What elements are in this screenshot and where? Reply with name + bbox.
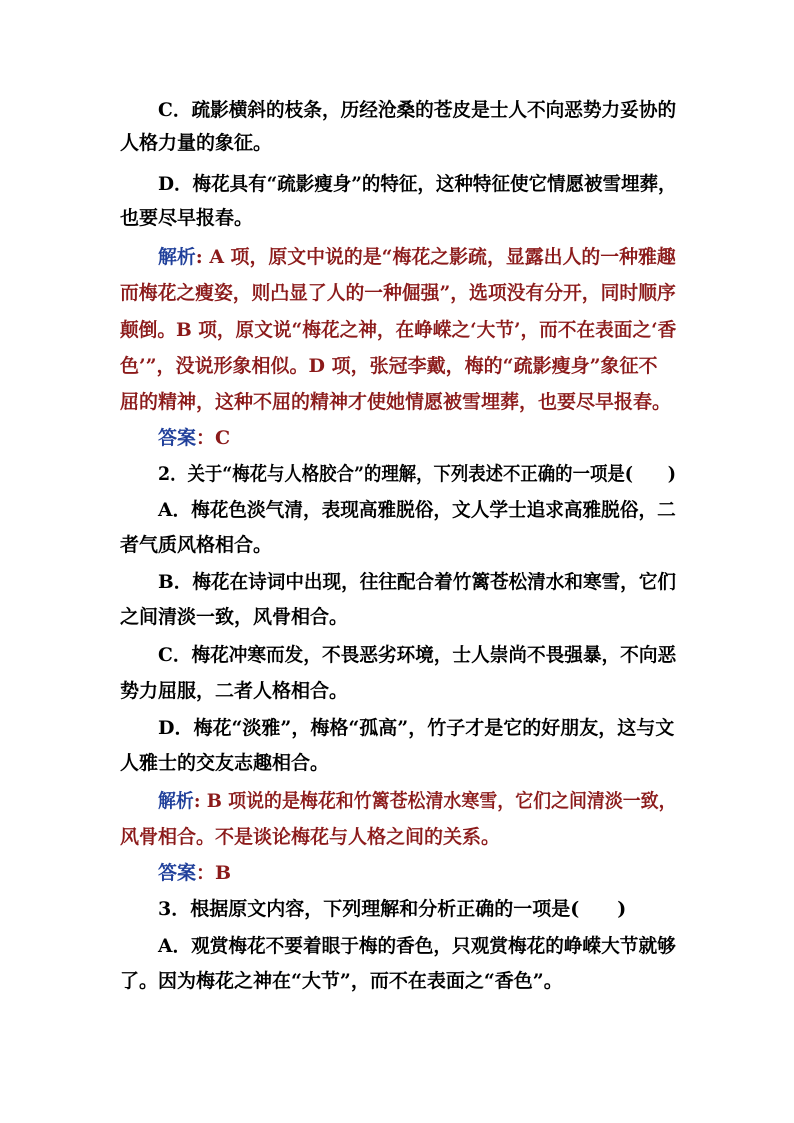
q1-explanation-text1: : A 项，原文中说的是“梅花之影疏，显露出人的一种雅趣 xyxy=(195,246,676,268)
q2-explanation-line1 xyxy=(158,789,677,813)
q1-explanation-label: 解析 xyxy=(158,246,196,268)
q1-option-c-line2: 人格力量的象征。 xyxy=(120,132,273,154)
q2-option-b-label: B． xyxy=(158,571,193,593)
q2-answer-value: ：B xyxy=(196,862,232,884)
q2-explanation-line2: 风骨相合。不是谈论梅花与人格之间的关系。 xyxy=(120,826,501,848)
q1-answer-value: ：C xyxy=(196,427,231,449)
q1-option-d-label: D． xyxy=(158,173,193,195)
q2-option-d-text: 梅花“淡雅”，梅格“孤高”，竹子才是它的好朋友，这与文 xyxy=(193,717,675,739)
q2-explanation-label: 解析 xyxy=(158,790,194,812)
q3-option-a-line2: 了。因为梅花之神在“大节”，而不在表面之“香色”。 xyxy=(120,970,563,992)
q2-option-c-text: 梅花冲寒而发，不畏恶劣环境，士人崇尚不畏强暴，不向恶 xyxy=(191,644,677,666)
q1-option-d-line2: 也要尽早报春。 xyxy=(120,207,254,229)
q1-explanation-line1 xyxy=(158,245,676,269)
q2-option-c-label: C． xyxy=(158,644,192,666)
q2-option-d-label: D． xyxy=(158,717,194,739)
q2-option-a-line2: 者气质风格相合。 xyxy=(120,534,273,556)
q3-stem: 3．根据原文内容，下列理解和分析正确的一项是( ) xyxy=(158,898,627,920)
q1-explanation-line5: 屈的精神，这种不屈的精神才使她情愿被雪埋葬，也要尽早报春。 xyxy=(120,391,672,413)
q1-option-d-text: 梅花具有“疏影瘦身”的特征，这种特征使它情愿被雪埋葬， xyxy=(192,173,677,195)
q2-option-d-line2: 人雅士的交友志趣相合。 xyxy=(120,752,330,774)
q2-answer-label: 答案 xyxy=(158,862,197,884)
q2-stem: 2．关于“梅花与人格胶合”的理解，下列表述不正确的一项是( ) xyxy=(158,463,676,485)
q3-option-a-line1 xyxy=(158,934,676,958)
q3-option-a-text: 观赏梅花不要着眼于梅的香色，只观赏梅花的峥嵘大节就够 xyxy=(191,935,676,957)
q1-explanation-line3: 颠倒。B 项，原文说“梅花之神，在峥嵘之‘大节’，而不在表面之‘香 xyxy=(120,319,677,341)
q2-option-a-label: A． xyxy=(158,499,192,521)
q2-option-c-line1 xyxy=(158,643,676,667)
q2-option-b-line1 xyxy=(158,570,676,594)
q1-explanation-line4: 色’”，没说形象相似。D 项，张冠李戴，梅的“疏影瘦身”象征不 xyxy=(120,355,658,377)
q2-option-b-line2: 之间清淡一致，风骨相合。 xyxy=(120,606,349,628)
q1-option-c-line1 xyxy=(158,98,676,122)
q2-option-a-text: 梅花色淡气清，表现高雅脱俗，文人学士追求高雅脱俗，二 xyxy=(191,499,676,521)
q2-option-d-line1 xyxy=(158,716,674,740)
q2-answer xyxy=(158,861,231,885)
q1-option-c-text: 疏影横斜的枝条，历经沧桑的苍皮是士人不向恶势力妥协的 xyxy=(191,99,677,121)
q1-answer-label: 答案 xyxy=(158,427,197,449)
q1-explanation-line2: 而梅花之瘦姿，则凸显了人的一种倔强”，选项没有分开，同时顺序 xyxy=(120,282,676,304)
q1-option-d-line1 xyxy=(158,172,677,196)
q3-option-a-label: A． xyxy=(158,935,192,957)
q2-explanation-text1: : B 项说的是梅花和竹篱苍松清水寒雪，它们之间清淡一致， xyxy=(193,790,677,812)
q1-option-c-label: C． xyxy=(158,99,192,121)
q2-option-a-line1 xyxy=(158,498,676,522)
q2-option-b-text: 梅花在诗词中出现，往往配合着竹篱苍松清水和寒雪，它们 xyxy=(192,571,676,593)
q2-option-c-line2: 势力屈服，二者人格相合。 xyxy=(120,680,349,702)
q1-answer xyxy=(158,426,230,450)
